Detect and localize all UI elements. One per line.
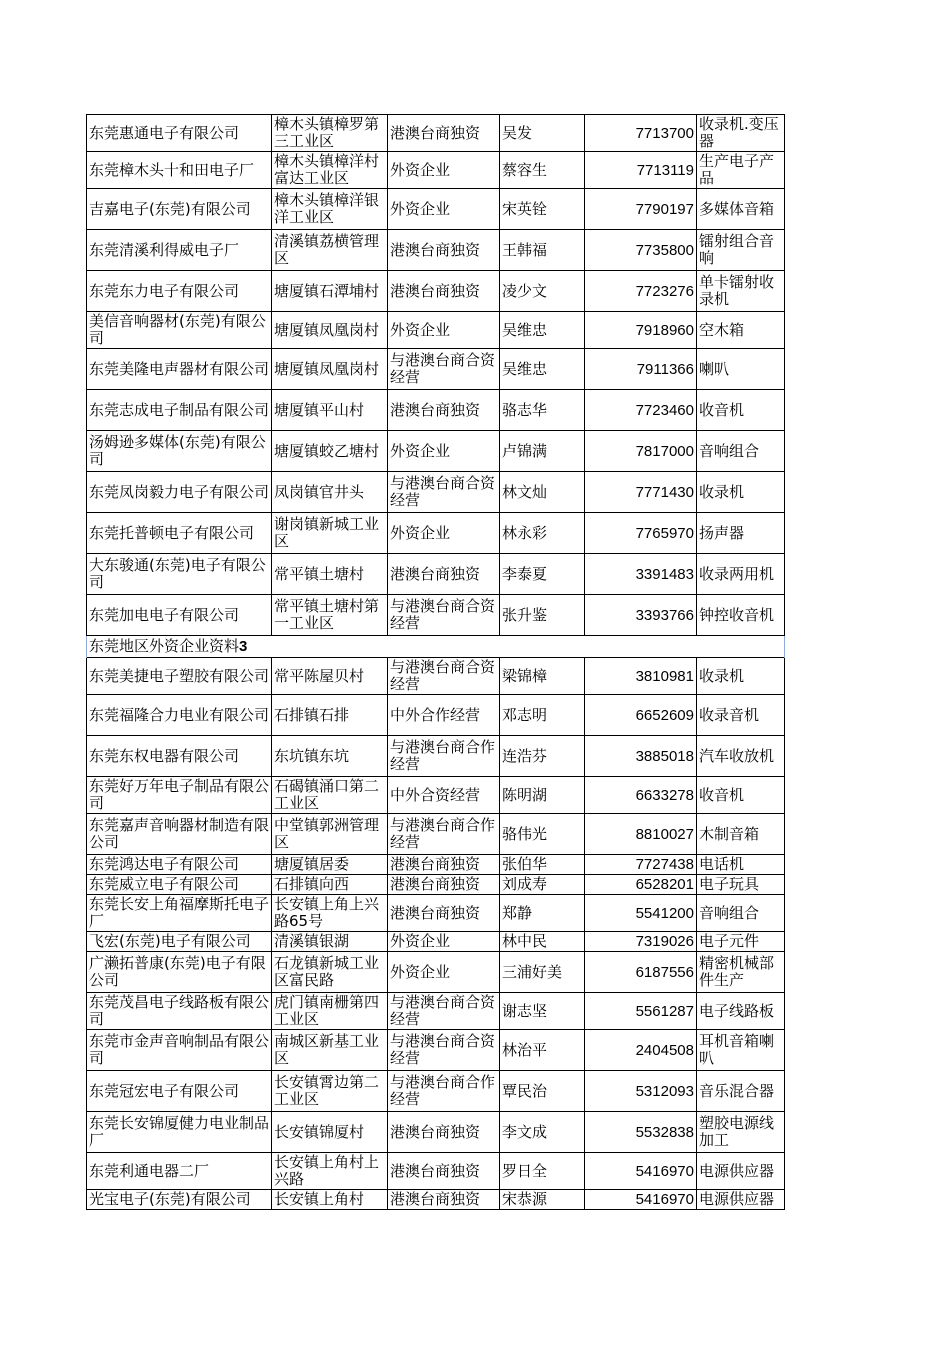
table-row [87,554,785,595]
table-row [87,814,785,855]
cell-address[interactable]: 樟木头镇樟洋村富达工业区 [272,152,388,189]
cell-product[interactable]: 音响组合 [697,431,785,472]
cell-phone[interactable]: 3810981 [585,658,697,695]
cell-company-name[interactable]: 广濑拓普康(东莞)电子有限公司 [87,952,272,993]
table-row [87,1030,785,1071]
cell-phone[interactable]: 7727438 [585,855,697,875]
cell-phone[interactable]: 7918960 [585,312,697,349]
cell-enterprise-type[interactable]: 与港澳台商合资经营 [388,1030,500,1071]
cell-address[interactable]: 塘厦镇居委 [272,855,388,875]
cell-phone[interactable]: 7723276 [585,271,697,312]
cell-address[interactable]: 谢岗镇新城工业区 [272,513,388,554]
cell-address[interactable]: 清溪镇银湖 [272,932,388,952]
cell-enterprise-type[interactable]: 与港澳台商合资经营 [388,595,500,636]
cell-product[interactable]: 汽车收放机 [697,736,785,777]
cell-contact-person[interactable]: 罗日全 [500,1153,585,1190]
cell-enterprise-type[interactable]: 港澳台商独资 [388,855,500,875]
cell-product[interactable]: 电源供应器 [697,1190,785,1210]
cell-phone[interactable]: 7765970 [585,513,697,554]
cell-company-name[interactable]: 东莞东权电器有限公司 [87,736,272,777]
cell-enterprise-type[interactable]: 外资企业 [388,431,500,472]
table-row [87,349,785,390]
cell-address[interactable]: 石碣镇涌口第二工业区 [272,777,388,814]
cell-product[interactable]: 收录音机 [697,695,785,736]
cell-company-name[interactable]: 飞宏(东莞)电子有限公司 [87,932,272,952]
cell-contact-person[interactable]: 林永彩 [500,513,585,554]
table-row [87,855,785,875]
cell-contact-person[interactable]: 骆伟光 [500,814,585,855]
cell-address[interactable]: 樟木头镇樟罗第三工业区 [272,115,388,152]
cell-contact-person[interactable]: 陈明湖 [500,777,585,814]
cell-contact-person[interactable]: 刘成寿 [500,875,585,895]
cell-product[interactable]: 电子线路板 [697,993,785,1030]
cell-product[interactable]: 电源供应器 [697,1153,785,1190]
cell-contact-person[interactable]: 吴维忠 [500,312,585,349]
cell-phone[interactable]: 5532838 [585,1112,697,1153]
cell-company-name[interactable]: 东莞清溪利得威电子厂 [87,230,272,271]
table-row [87,695,785,736]
cell-phone[interactable]: 3393766 [585,595,697,636]
cell-address[interactable]: 凤岗镇官井头 [272,472,388,513]
table-row [87,777,785,814]
cell-enterprise-type[interactable]: 港澳台商独资 [388,1153,500,1190]
cell-phone[interactable]: 3885018 [585,736,697,777]
cell-phone[interactable]: 6187556 [585,952,697,993]
cell-contact-person[interactable]: 郑静 [500,895,585,932]
table-row [87,952,785,993]
cell-product[interactable]: 喇叭 [697,349,785,390]
table-row [87,312,785,349]
cell-enterprise-type[interactable]: 港澳台商独资 [388,271,500,312]
cell-contact-person[interactable]: 林文灿 [500,472,585,513]
cell-product[interactable]: 电子元件 [697,932,785,952]
cell-product[interactable]: 收音机 [697,390,785,431]
cell-address[interactable]: 樟木头镇樟洋银洋工业区 [272,189,388,230]
table-row [87,472,785,513]
cell-product[interactable]: 空木箱 [697,312,785,349]
cell-address[interactable]: 石龙镇新城工业区富民路 [272,952,388,993]
cell-enterprise-type[interactable]: 与港澳台商合作经营 [388,736,500,777]
cell-company-name[interactable]: 东莞嘉声音响器材制造有限公司 [87,814,272,855]
cell-address[interactable]: 清溪镇荔横管理区 [272,230,388,271]
cell-address[interactable]: 长安镇上角村上兴路 [272,1153,388,1190]
cell-company-name[interactable]: 吉嘉电子(东莞)有限公司 [87,189,272,230]
cell-product[interactable]: 音响组合 [697,895,785,932]
table-row [87,595,785,636]
cell-company-name[interactable]: 东莞东力电子有限公司 [87,271,272,312]
cell-phone[interactable]: 5561287 [585,993,697,1030]
cell-contact-person[interactable]: 骆志华 [500,390,585,431]
cell-contact-person[interactable]: 蔡容生 [500,152,585,189]
spreadsheet [86,114,784,1210]
cell-address[interactable]: 塘厦镇凤凰岗村 [272,312,388,349]
cell-phone[interactable]: 7713700 [585,115,697,152]
cell-company-name[interactable]: 东莞长安上角福摩斯托电子厂 [87,895,272,932]
section-title-text: 东莞地区外资企业资料 [89,637,240,655]
cell-address[interactable]: 常平陈屋贝村 [272,658,388,695]
cell-company-name[interactable]: 东莞托普顿电子有限公司 [87,513,272,554]
cell-enterprise-type[interactable]: 与港澳台商合资经营 [388,349,500,390]
cell-address[interactable]: 塘厦镇蛟乙塘村 [272,431,388,472]
cell-contact-person[interactable]: 宋英铨 [500,189,585,230]
cell-company-name[interactable]: 东莞冠宏电子有限公司 [87,1071,272,1112]
cell-address[interactable]: 常平镇土塘村 [272,554,388,595]
cell-phone[interactable]: 6528201 [585,875,697,895]
cell-product[interactable]: 电子玩具 [697,875,785,895]
cell-enterprise-type[interactable]: 与港澳台商合作经营 [388,814,500,855]
cell-product[interactable]: 镭射组合音响 [697,230,785,271]
cell-company-name[interactable]: 东莞加电电子有限公司 [87,595,272,636]
cell-product[interactable]: 收录机.变压器 [697,115,785,152]
cell-company-name[interactable]: 东莞鸿达电子有限公司 [87,855,272,875]
cell-company-name[interactable]: 东莞凤岗毅力电子有限公司 [87,472,272,513]
cell-company-name[interactable]: 东莞长安锦厦健力电业制品厂 [87,1112,272,1153]
cell-product[interactable]: 精密机械部件生产 [697,952,785,993]
cell-company-name[interactable]: 东莞市金声音响制品有限公司 [87,1030,272,1071]
cell-phone[interactable]: 7771430 [585,472,697,513]
cell-enterprise-type[interactable]: 港澳台商独资 [388,230,500,271]
cell-contact-person[interactable]: 张升鉴 [500,595,585,636]
cell-enterprise-type[interactable]: 与港澳台商合作经营 [388,1071,500,1112]
table-row [87,1153,785,1190]
cell-product[interactable]: 塑胶电源线加工 [697,1112,785,1153]
cell-contact-person[interactable]: 邓志明 [500,695,585,736]
cell-product[interactable]: 收录机 [697,658,785,695]
cell-company-name[interactable]: 东莞惠通电子有限公司 [87,115,272,152]
cell-company-name[interactable]: 东莞茂昌电子线路板有限公司 [87,993,272,1030]
cell-company-name[interactable]: 东莞威立电子有限公司 [87,875,272,895]
cell-product[interactable]: 音乐混合器 [697,1071,785,1112]
cell-address[interactable]: 石排镇石排 [272,695,388,736]
section-number: 3 [239,638,248,655]
cell-phone[interactable]: 6633278 [585,777,697,814]
cell-phone[interactable]: 7319026 [585,932,697,952]
cell-contact-person[interactable]: 连浩芬 [500,736,585,777]
cell-enterprise-type[interactable]: 中外合作经营 [388,695,500,736]
cell-product[interactable]: 扬声器 [697,513,785,554]
table-row [87,431,785,472]
table-row [87,1071,785,1112]
table-row [87,875,785,895]
table-row [87,736,785,777]
cell-company-name[interactable]: 东莞樟木头十和田电子厂 [87,152,272,189]
cell-phone[interactable]: 7713119 [585,152,697,189]
table-row [87,1112,785,1153]
cell-enterprise-type[interactable]: 中外合资经营 [388,777,500,814]
cell-phone[interactable]: 8810027 [585,814,697,855]
cell-address[interactable]: 石排镇向西 [272,875,388,895]
cell-address[interactable]: 长安镇上角上兴路65号 [272,895,388,932]
cell-product[interactable]: 生产电子产品 [697,152,785,189]
cell-enterprise-type[interactable]: 外资企业 [388,312,500,349]
cell-enterprise-type[interactable]: 与港澳台商合资经营 [388,993,500,1030]
cell-enterprise-type[interactable]: 港澳台商独资 [388,115,500,152]
cell-phone[interactable]: 5416970 [585,1190,697,1210]
cell-contact-person[interactable]: 梁锦樟 [500,658,585,695]
cell-phone[interactable]: 2404508 [585,1030,697,1071]
table-row [87,658,785,695]
cell-address[interactable]: 长安镇上角村 [272,1190,388,1210]
cell-enterprise-type[interactable]: 外资企业 [388,952,500,993]
cell-product[interactable]: 电话机 [697,855,785,875]
cell-enterprise-type[interactable]: 港澳台商独资 [388,554,500,595]
table-row [87,993,785,1030]
cell-contact-person[interactable]: 覃民治 [500,1071,585,1112]
section-title-group [87,636,785,658]
cell-enterprise-type[interactable]: 与港澳台商合资经营 [388,472,500,513]
cell-enterprise-type[interactable]: 与港澳台商合资经营 [388,658,500,695]
cell-company-name[interactable]: 东莞美捷电子塑胶有限公司 [87,658,272,695]
cell-phone[interactable]: 7790197 [585,189,697,230]
cell-contact-person[interactable]: 李文成 [500,1112,585,1153]
cell-enterprise-type[interactable]: 港澳台商独资 [388,390,500,431]
cell-contact-person[interactable]: 李泰夏 [500,554,585,595]
cell-product[interactable]: 多媒体音箱 [697,189,785,230]
cell-contact-person[interactable]: 吴发 [500,115,585,152]
cell-enterprise-type[interactable]: 港澳台商独资 [388,895,500,932]
cell-contact-person[interactable]: 三浦好美 [500,952,585,993]
cell-company-name[interactable]: 东莞好万年电子制品有限公司 [87,777,272,814]
cell-contact-person[interactable]: 吴维忠 [500,349,585,390]
cell-enterprise-type[interactable]: 外资企业 [388,152,500,189]
table-row [87,230,785,271]
cell-contact-person[interactable]: 宋恭源 [500,1190,585,1210]
cell-phone[interactable]: 7911366 [585,349,697,390]
cell-address[interactable]: 南城区新基工业区 [272,1030,388,1071]
table-row [87,513,785,554]
cell-product[interactable]: 收录机 [697,472,785,513]
cell-enterprise-type[interactable]: 外资企业 [388,513,500,554]
cell-phone[interactable]: 6652609 [585,695,697,736]
cell-company-name[interactable]: 东莞美隆电声器材有限公司 [87,349,272,390]
cell-address[interactable]: 长安镇锦厦村 [272,1112,388,1153]
section-title-row [87,636,785,658]
cell-contact-person[interactable]: 卢锦满 [500,431,585,472]
cell-contact-person[interactable]: 王韩福 [500,230,585,271]
table-row [87,390,785,431]
table-row [87,189,785,230]
cell-product[interactable]: 收音机 [697,777,785,814]
cell-address[interactable]: 塘厦镇石潭埔村 [272,271,388,312]
cell-address[interactable]: 长安镇霄边第二工业区 [272,1071,388,1112]
cell-address[interactable]: 虎门镇南栅第四工业区 [272,993,388,1030]
cell-contact-person[interactable]: 张伯华 [500,855,585,875]
cell-product[interactable]: 单卡镭射收录机 [697,271,785,312]
table-row [87,932,785,952]
cell-address[interactable]: 塘厦镇平山村 [272,390,388,431]
cell-company-name[interactable]: 光宝电子(东莞)有限公司 [87,1190,272,1210]
enterprise-table [86,114,785,1210]
cell-product[interactable]: 收录两用机 [697,554,785,595]
cell-phone[interactable]: 7817000 [585,431,697,472]
cell-product[interactable]: 耳机音箱喇叭 [697,1030,785,1071]
cell-phone[interactable]: 3391483 [585,554,697,595]
cell-phone[interactable]: 5312093 [585,1071,697,1112]
table-row [87,115,785,152]
cell-contact-person[interactable]: 林中民 [500,932,585,952]
table-row [87,271,785,312]
cell-address[interactable]: 常平镇土塘村第一工业区 [272,595,388,636]
cell-phone[interactable]: 5541200 [585,895,697,932]
table-body-part-b [87,658,785,1210]
table-row [87,1190,785,1210]
cell-product[interactable]: 木制音箱 [697,814,785,855]
table-row [87,152,785,189]
cell-contact-person[interactable]: 林治平 [500,1030,585,1071]
cell-enterprise-type[interactable]: 外资企业 [388,189,500,230]
cell-product[interactable]: 钟控收音机 [697,595,785,636]
cell-contact-person[interactable]: 凌少文 [500,271,585,312]
cell-address[interactable]: 塘厦镇凤凰岗村 [272,349,388,390]
cell-company-name[interactable]: 大东骏通(东莞)电子有限公司 [87,554,272,595]
cell-company-name[interactable]: 汤姆逊多媒体(东莞)有限公司 [87,431,272,472]
cell-address[interactable]: 中堂镇郭洲管理区 [272,814,388,855]
cell-enterprise-type[interactable]: 港澳台商独资 [388,875,500,895]
cell-company-name[interactable]: 东莞利通电器二厂 [87,1153,272,1190]
cell-contact-person[interactable]: 谢志坚 [500,993,585,1030]
cell-company-name[interactable]: 东莞福隆合力电业有限公司 [87,695,272,736]
table-row [87,895,785,932]
section-title-cell[interactable] [87,636,785,658]
cell-company-name[interactable]: 美信音响器材(东莞)有限公司 [87,312,272,349]
table-body-part-a [87,115,785,636]
cell-enterprise-type[interactable]: 港澳台商独资 [388,1190,500,1210]
cell-phone[interactable]: 7735800 [585,230,697,271]
cell-enterprise-type[interactable]: 港澳台商独资 [388,1112,500,1153]
cell-phone[interactable]: 5416970 [585,1153,697,1190]
cell-enterprise-type[interactable]: 外资企业 [388,932,500,952]
cell-company-name[interactable]: 东莞志成电子制品有限公司 [87,390,272,431]
cell-address[interactable]: 东坑镇东坑 [272,736,388,777]
cell-phone[interactable]: 7723460 [585,390,697,431]
